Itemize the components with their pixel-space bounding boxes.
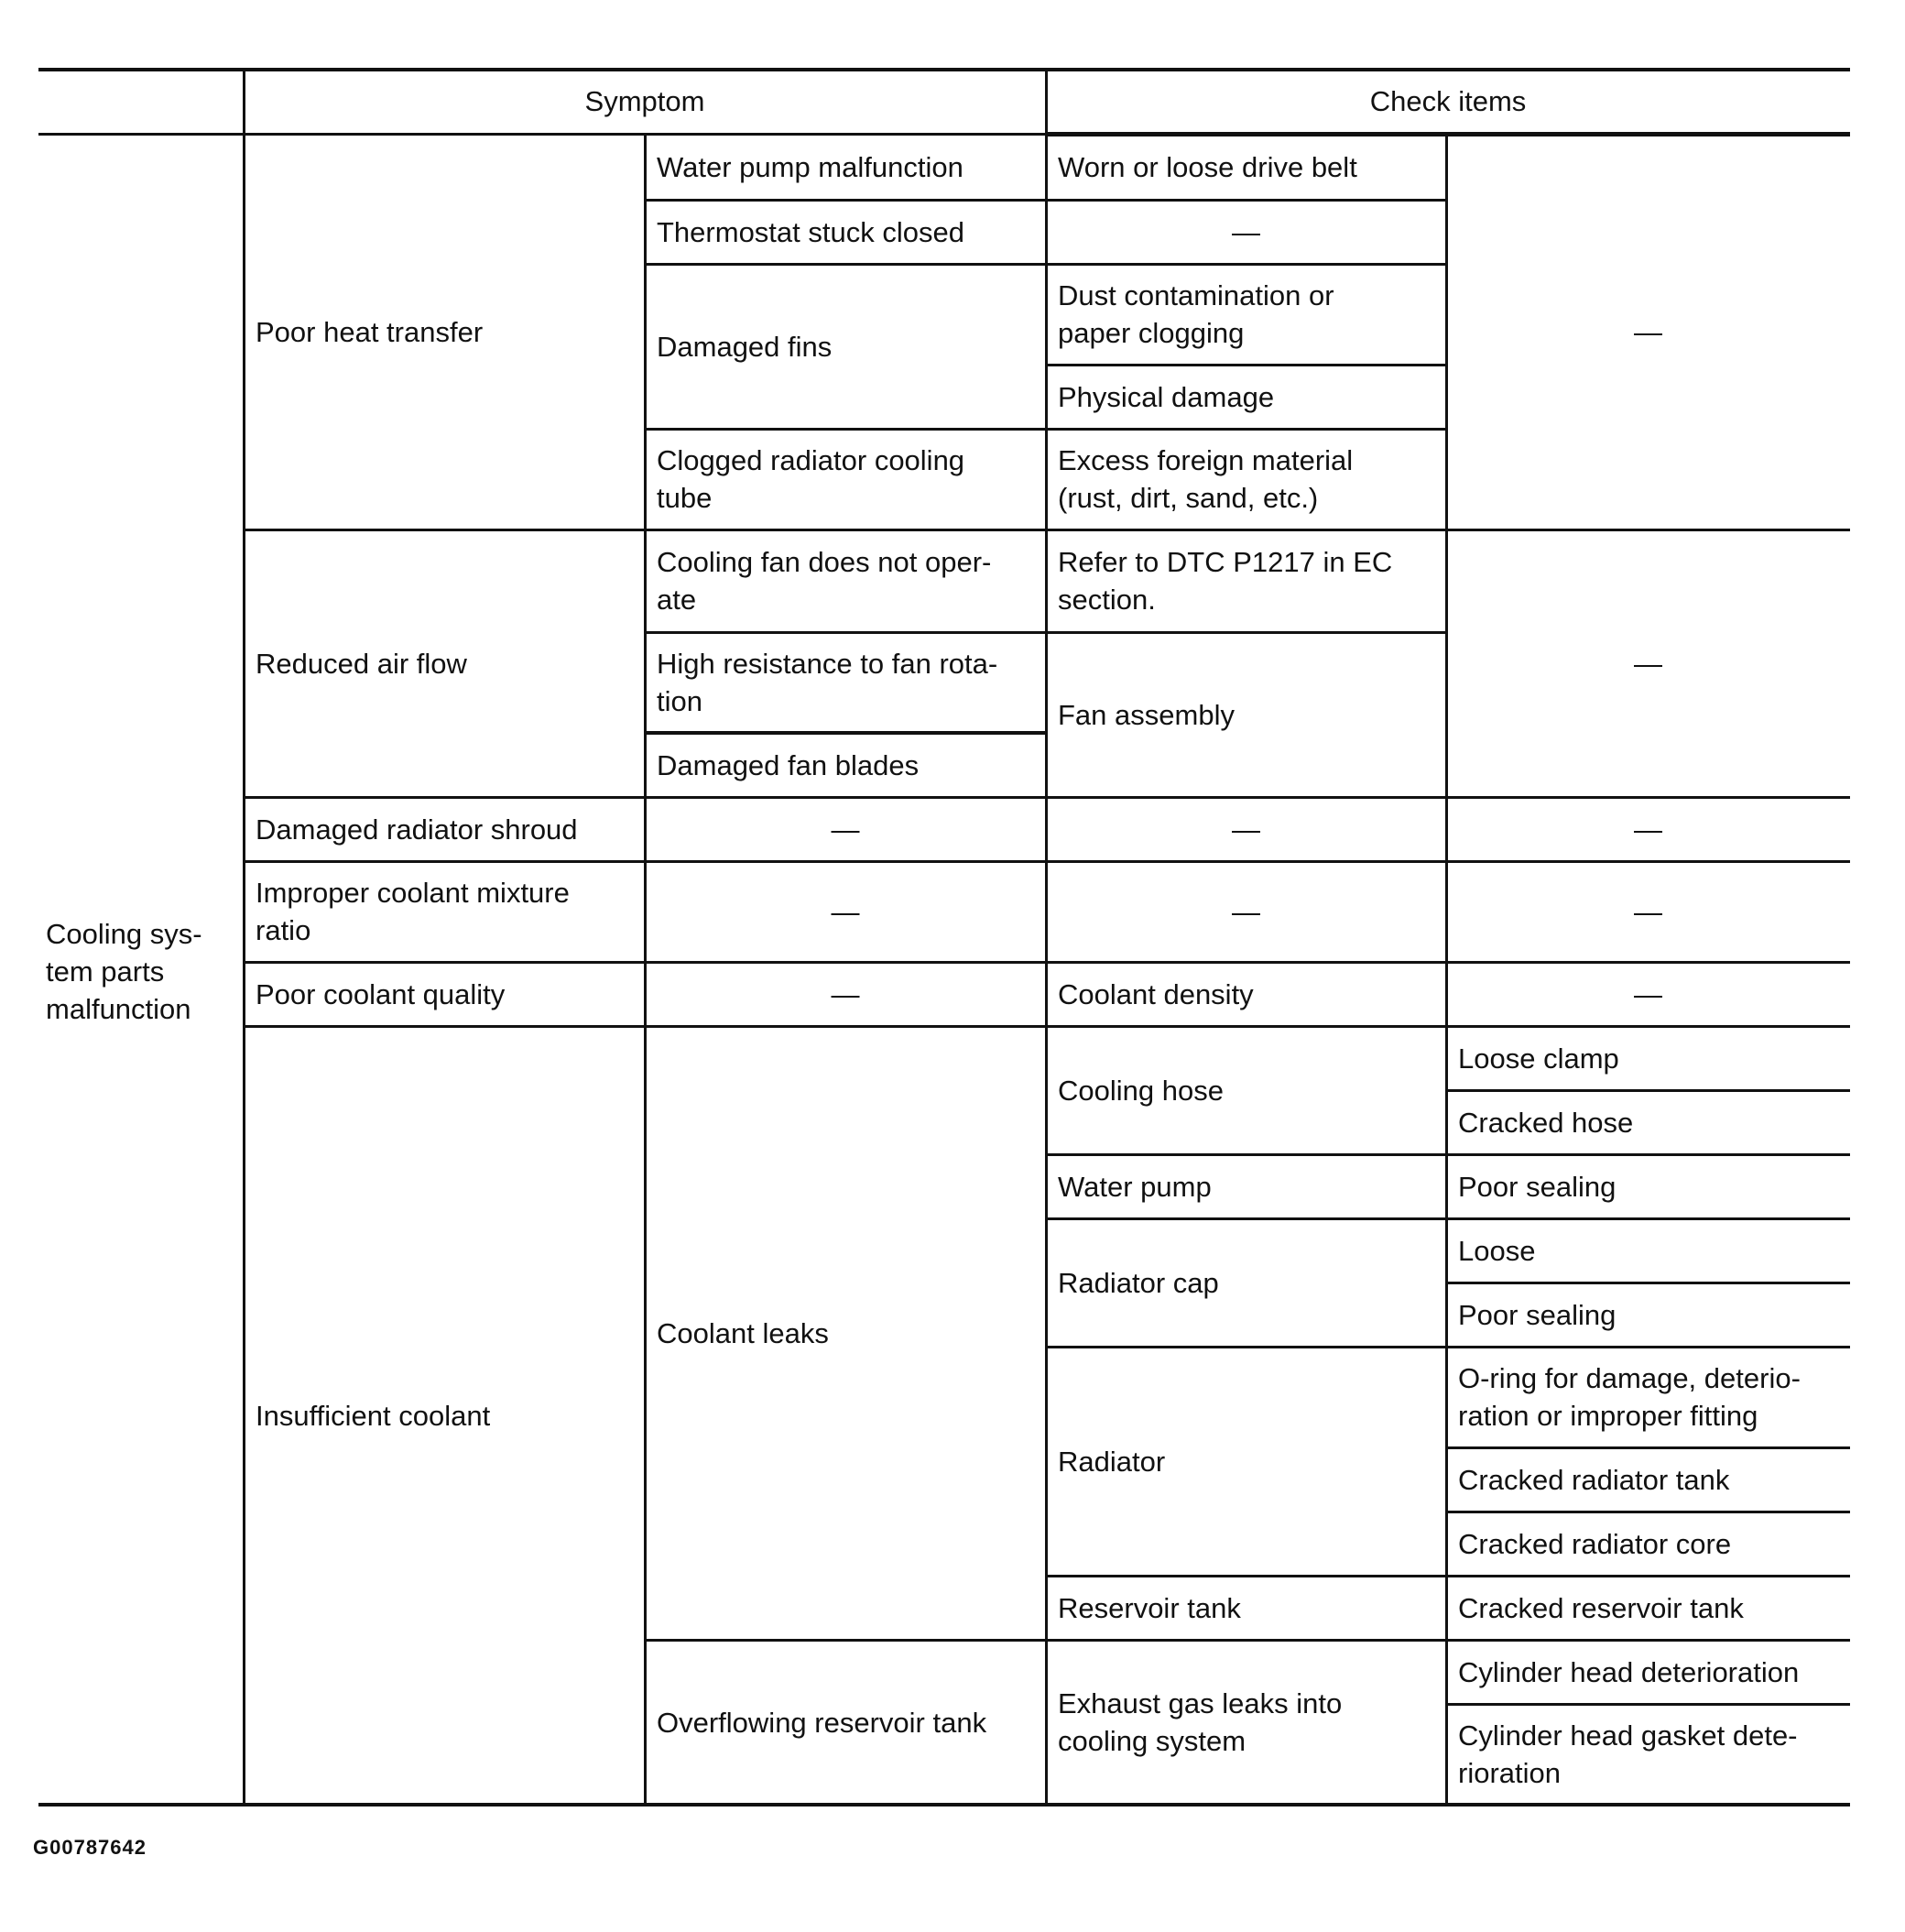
dash-cell: — xyxy=(1634,977,1662,1010)
check-fan-assembly: Fan assembly xyxy=(1058,698,1235,731)
header-check-items: Check items xyxy=(1369,85,1527,117)
header-symptom: Symptom xyxy=(584,85,705,117)
cause-high-resistance: High resistance to fan rota- tion xyxy=(657,648,998,717)
check-coolant-density: Coolant density xyxy=(1058,977,1254,1010)
check-exhaust-gas-leaks: Exhaust gas leaks into cooling system xyxy=(1058,1687,1343,1757)
check-excess-foreign: Excess foreign material (rust, dirt, sand, etc.) xyxy=(1058,444,1354,514)
detail-cracked-hose: Cracked hose xyxy=(1458,1106,1634,1139)
check-reservoir-tank: Reservoir tank xyxy=(1058,1591,1241,1624)
dash-cell: — xyxy=(1232,895,1260,928)
cause-overflowing-reservoir: Overflowing reservoir tank xyxy=(657,1706,987,1739)
cause-fan-not-operate: Cooling fan does not oper- ate xyxy=(657,546,992,616)
detail-loose-clamp: Loose clamp xyxy=(1458,1042,1619,1075)
figure-id: G00787642 xyxy=(33,1836,147,1859)
symptom-damaged-shroud: Damaged radiator shroud xyxy=(256,813,578,846)
symptom-improper-mixture: Improper coolant mixture ratio xyxy=(256,877,570,946)
dash-cell: — xyxy=(1634,895,1662,928)
cause-thermostat-stuck: Thermostat stuck closed xyxy=(657,215,964,248)
grid-line-h xyxy=(38,133,244,136)
detail-cyl-head-deterioration: Cylinder head deterioration xyxy=(1458,1655,1800,1688)
check-water-pump: Water pump xyxy=(1058,1170,1212,1203)
detail-loose: Loose xyxy=(1458,1234,1536,1267)
cause-damaged-fins: Damaged fins xyxy=(657,330,833,363)
detail-cracked-core: Cracked radiator core xyxy=(1458,1527,1732,1560)
symptom-reduced-air-flow: Reduced air flow xyxy=(256,647,467,680)
check-cooling-hose: Cooling hose xyxy=(1058,1074,1224,1107)
dash-cell: — xyxy=(1232,215,1260,248)
detail-poor-sealing-cap: Poor sealing xyxy=(1458,1298,1617,1331)
dash-cell: — xyxy=(831,977,860,1010)
check-refer-dtc: Refer to DTC P1217 in EC section. xyxy=(1058,546,1393,616)
cause-coolant-leaks: Coolant leaks xyxy=(657,1316,829,1349)
dash-cell: — xyxy=(1232,813,1260,846)
dash-cell: — xyxy=(831,813,860,846)
symptom-insufficient-coolant: Insufficient coolant xyxy=(256,1399,491,1432)
cause-damaged-fan-blades: Damaged fan blades xyxy=(657,748,920,781)
check-radiator: Radiator xyxy=(1058,1445,1166,1478)
detail-cracked-tank: Cracked radiator tank xyxy=(1458,1463,1730,1496)
detail-cyl-head-gasket: Cylinder head gasket dete- rioration xyxy=(1458,1719,1798,1789)
check-dust-contamination: Dust contamination or paper clogging xyxy=(1058,279,1334,349)
cause-water-pump-malfunction: Water pump malfunction xyxy=(657,150,963,183)
detail-cracked-reservoir: Cracked reservoir tank xyxy=(1458,1591,1744,1624)
check-physical-damage: Physical damage xyxy=(1058,380,1275,413)
dash-cell: — xyxy=(831,895,860,928)
detail-poor-sealing-pump: Poor sealing xyxy=(1458,1170,1617,1203)
symptom-poor-heat-transfer: Poor heat transfer xyxy=(256,315,484,348)
row-group-label: Cooling sys- tem parts malfunction xyxy=(46,917,202,1025)
check-radiator-cap: Radiator cap xyxy=(1058,1266,1219,1299)
dash-cell: — xyxy=(1634,315,1662,348)
check-worn-drive-belt: Worn or loose drive belt xyxy=(1058,150,1357,183)
dash-cell: — xyxy=(1634,647,1662,680)
detail-o-ring: O-ring for damage, deterio- ration or improper fitting xyxy=(1458,1362,1801,1432)
dash-cell: — xyxy=(1634,813,1662,846)
symptom-poor-coolant-quality: Poor coolant quality xyxy=(256,977,506,1010)
cause-clogged-tube: Clogged radiator cooling tube xyxy=(657,444,965,514)
